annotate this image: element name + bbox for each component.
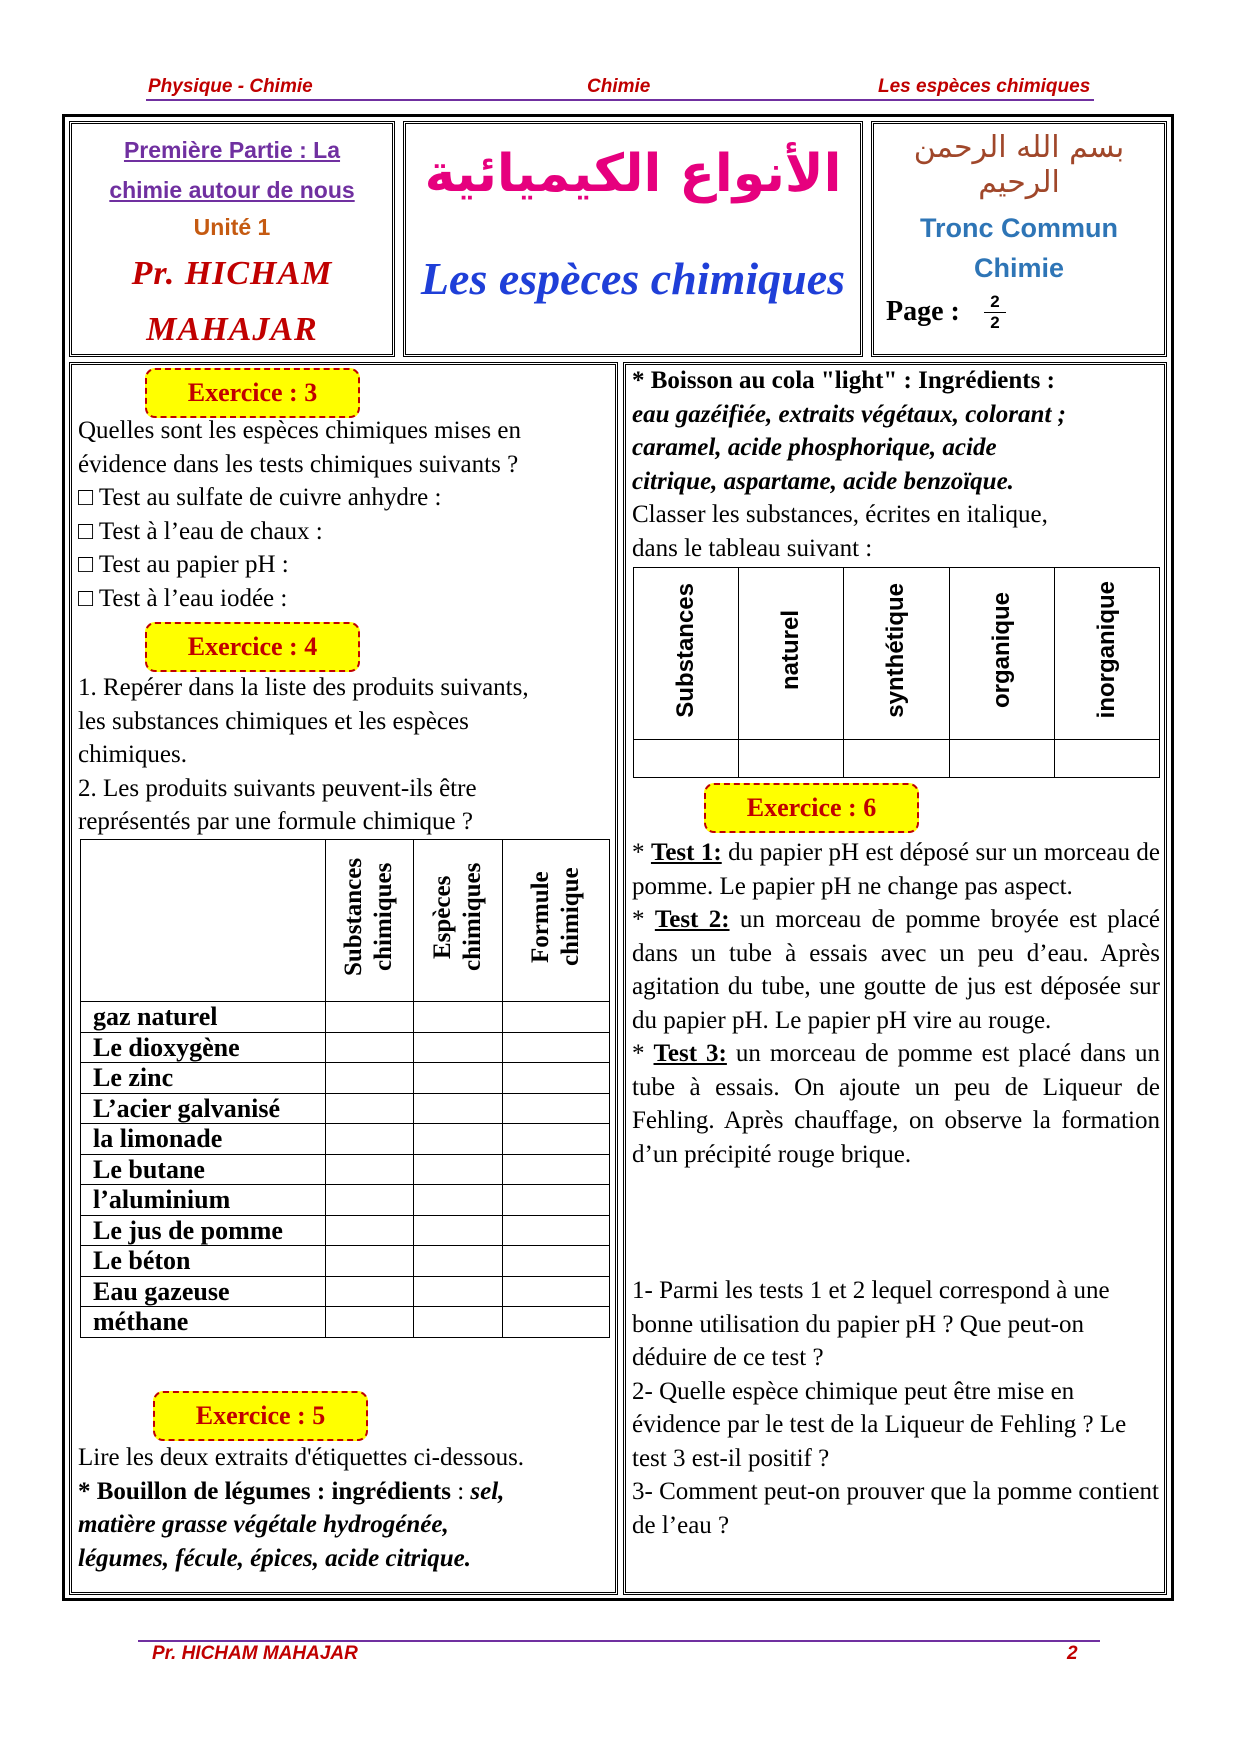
- part-title: Première Partie : La chimie autour de nous: [109, 137, 355, 203]
- table-row: Le béton: [81, 1246, 326, 1277]
- table-cell[interactable]: [325, 1154, 414, 1185]
- table-row: Le dioxygène: [81, 1032, 326, 1063]
- table-cell[interactable]: [634, 740, 739, 778]
- bismillah-calligraphy: بسم الله الرحمن الرحيم: [913, 130, 1125, 200]
- col-organique: organique: [949, 568, 1054, 740]
- footer-page-number: 2: [1067, 1643, 1078, 1664]
- exercise-5-text: Lire les deux extraits d'étiquettes ci-dessous. * Bouillon de légumes : ingrédients : sel, matière grasse végétale hydrogénée, légumes, fécule, épices, acide citrique.: [78, 1444, 525, 1572]
- table-cell[interactable]: [1054, 740, 1159, 778]
- arabic-title: الأنواع الكيميائية: [424, 144, 842, 204]
- exercise-6-badge: Exercice : 6: [704, 783, 919, 833]
- table-cell[interactable]: [949, 740, 1054, 778]
- table-cell[interactable]: [325, 1124, 414, 1155]
- title-left-cell: [69, 121, 395, 357]
- page-fraction: 2 2: [984, 292, 1006, 333]
- exercise-4-text: 1. Repérer dans la liste des produits suivants, les substances chimiques et les espèces chimiques. 2. Les produits suivants peuvent-ils être représentés par une formule chimique ?: [78, 674, 529, 835]
- french-title: Les espèces chimiques: [420, 253, 846, 304]
- col-inorganique: inorganique: [1054, 568, 1159, 740]
- table-cell[interactable]: [325, 1246, 414, 1277]
- exercise-5-cola-text: * Boisson au cola "light" : Ingrédients : eau gazéifiée, extraits végétaux, colorant ; caramel, acide phosphorique, acide citrique, aspartame, acide benzoïque. Classer les substances, écrites en italique, dans le tableau suivant :: [632, 367, 1066, 562]
- table-cell[interactable]: [503, 1063, 610, 1094]
- exercise-6-text: * Test 1: du papier pH est déposé sur un morceau de pomme. Le papier pH ne change pas aspect. * Test 2: un morceau de pomme broyée est placé dans un tube à essais avec un peu d’eau. Après agitation du tube, une goutte de jus est déposée sur du papier pH. Le papier pH vire au rouge. * Test 3: un morceau de pomme est placé dans un tube à essais. On ajoute un peu de Liqueur de Fehling. Après chauffage, on observe la formation d’un précipité rouge brique.: [632, 839, 1161, 1168]
- header-topic: Les espèces chimiques: [878, 76, 1091, 97]
- col-formule-chimique: Formule chimique: [503, 840, 610, 1002]
- table-cell[interactable]: [414, 1154, 503, 1185]
- footer-divider: [138, 1640, 1100, 1642]
- table-cell[interactable]: [503, 1185, 610, 1216]
- table-corner: [81, 840, 326, 1002]
- prof-name: Pr. HICHAM MAHAJAR: [131, 255, 333, 348]
- table-cell[interactable]: [414, 1276, 503, 1307]
- col-naturel: naturel: [739, 568, 844, 740]
- table-cell[interactable]: [414, 1246, 503, 1277]
- table-cell[interactable]: [503, 1124, 610, 1155]
- table-cell[interactable]: [325, 1063, 414, 1094]
- header-subject: Physique - Chimie: [148, 76, 313, 97]
- table-row: méthane: [81, 1307, 326, 1338]
- table-cell[interactable]: [503, 1307, 610, 1338]
- table-cell[interactable]: [414, 1215, 503, 1246]
- table-cell[interactable]: [414, 1032, 503, 1063]
- table-cell[interactable]: [325, 1032, 414, 1063]
- table-cell[interactable]: [503, 1093, 610, 1124]
- table-cell[interactable]: [325, 1276, 414, 1307]
- table-cell[interactable]: [414, 1002, 503, 1033]
- table-cell[interactable]: [325, 1307, 414, 1338]
- exercise-3-text: Quelles sont les espèces chimiques mises en évidence dans les tests chimiques suivants ? □ Test au sulfate de cuivre anhydre : □ Test à l’eau de chaux : □ Test au papier pH : □ Test à l’eau iodée :: [78, 414, 610, 615]
- table-row: gaz naturel: [81, 1002, 326, 1033]
- table-row: Eau gazeuse: [81, 1276, 326, 1307]
- unit-label: Unité 1: [193, 214, 271, 240]
- table-cell[interactable]: [414, 1124, 503, 1155]
- table-cell[interactable]: [844, 740, 949, 778]
- table-cell[interactable]: [503, 1246, 610, 1277]
- table-cell[interactable]: [414, 1185, 503, 1216]
- table-row: Le jus de pomme: [81, 1215, 326, 1246]
- table-cell[interactable]: [503, 1002, 610, 1033]
- table-cell[interactable]: [325, 1093, 414, 1124]
- table-row: L’acier galvanisé: [81, 1093, 326, 1124]
- title-center-cell: [403, 121, 863, 357]
- title-right-cell: [871, 121, 1167, 357]
- table-cell[interactable]: [503, 1032, 610, 1063]
- exercise-5-badge: Exercice : 5: [153, 1391, 368, 1441]
- page-label: Page :: [886, 296, 960, 327]
- table-row: Le butane: [81, 1154, 326, 1185]
- exercise-3-badge: Exercice : 3: [145, 368, 360, 418]
- test-item: □ Test à l’eau iodée :: [78, 584, 288, 612]
- col-substances: Substances: [634, 568, 739, 740]
- table-cell[interactable]: [503, 1215, 610, 1246]
- test-item: □ Test à l’eau de chaux :: [78, 517, 323, 545]
- table-cell[interactable]: [414, 1063, 503, 1094]
- exercise-6-questions: 1- Parmi les tests 1 et 2 lequel correspond à une bonne utilisation du papier pH ? Que peut-on déduire de ce test ? 2- Quelle espèce chimique peut être mise en évidence par le test de la Liqueur de Fehling ? Le test 3 est-il positif ? 3- Comment peut-on prouver que la pomme contient de l’eau ?: [632, 1277, 1159, 1539]
- table-row: l’aluminium: [81, 1185, 326, 1216]
- table-row: Le zinc: [81, 1063, 326, 1094]
- table-cell[interactable]: [414, 1093, 503, 1124]
- table-cell[interactable]: [414, 1307, 503, 1338]
- header-divider: [146, 99, 1094, 101]
- table-cell[interactable]: [325, 1215, 414, 1246]
- test-item: □ Test au sulfate de cuivre anhydre :: [78, 484, 442, 511]
- exercise-4-badge: Exercice : 4: [145, 622, 360, 672]
- table-cell[interactable]: [739, 740, 844, 778]
- table-cell[interactable]: [503, 1154, 610, 1185]
- table-cell[interactable]: [503, 1276, 610, 1307]
- exercise-4-table: [80, 839, 610, 1338]
- col-substances-chimiques: Substances chimiques: [325, 840, 414, 1002]
- table-cell[interactable]: [325, 1002, 414, 1033]
- test-item: □ Test au papier pH :: [78, 551, 289, 578]
- table-cell[interactable]: [325, 1185, 414, 1216]
- header-section: Chimie: [587, 76, 651, 97]
- col-especes-chimiques: Espèces chimiques: [414, 840, 503, 1002]
- col-synthetique: synthétique: [844, 568, 949, 740]
- exercise-5-table: [633, 567, 1160, 778]
- table-row: la limonade: [81, 1124, 326, 1155]
- level-label: Tronc Commun Chimie: [919, 213, 1118, 283]
- footer-author: Pr. HICHAM MAHAJAR: [152, 1643, 358, 1664]
